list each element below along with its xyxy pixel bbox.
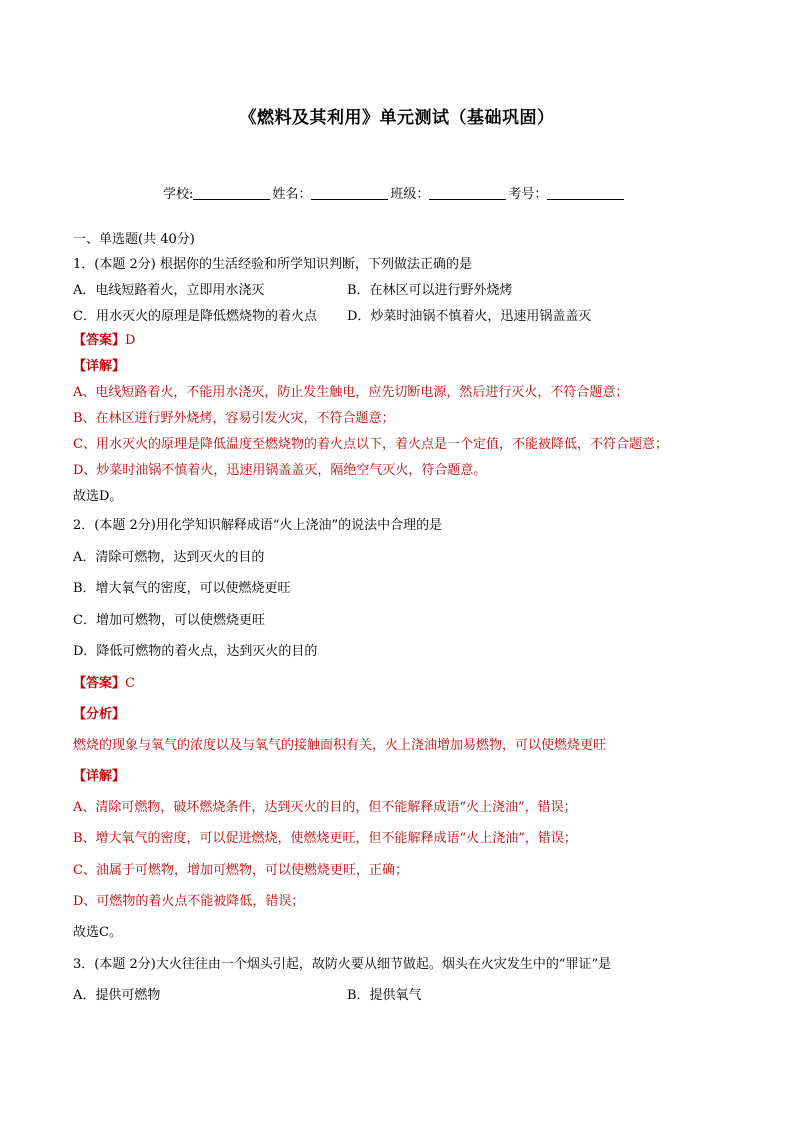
q3-option-b: B．提供氧气 [347,988,422,1003]
q2-detail-label: 【详解】 [73,769,126,784]
number-blank[interactable] [547,186,624,200]
q1-detail-b: B、在林区进行野外烧烤，容易引发火灾，不符合题意； [73,411,395,426]
q2-detail-d: D、可燃物的着火点不能被降低，错误； [73,894,305,909]
q1-option-d: D．炒菜时油锅不慎着火，迅速用锅盖盖灭 [347,309,592,324]
q2-option-a: A．清除可燃物，达到灭火的目的 [73,550,265,565]
q2-option-b: B．增大氧气的密度，可以使燃烧更旺 [73,581,291,596]
student-info-line [163,183,626,202]
q1-detail-a: A、电线短路着火，不能用水浇灭，防止发生触电，应先切断电源，然后进行灭火，不符合题意； [73,385,629,400]
q2-detail-c: C、油属于可燃物，增加可燃物，可以使燃烧更旺，正确； [73,863,408,878]
q2-detail-b: B、增大氧气的密度，可以促进燃烧，使燃烧更旺，但不能解释成语“火上浇油”，错误； [73,831,577,846]
q2-answer [73,676,135,692]
q1-detail-d: D、炒菜时油锅不慎着火，迅速用锅盖盖灭，隔绝空气灭火，符合题意。 [73,463,487,478]
q3-stem: 3．(本题 2分)大火往往由一个烟头引起，故防火要从细节做起。烟头在火灾发生中的“罪证”是 [73,957,612,972]
answer-label: 【答案】 [73,676,126,691]
class-blank[interactable] [429,186,506,200]
q1-detail-c: C、用水灭火的原理是降低温度至燃烧物的着火点以下，着火点是一个定值，不能被降低，不符合题意； [73,437,668,452]
school-blank[interactable] [193,186,270,200]
q2-conclusion: 故选C。 [73,925,122,940]
q3-option-a: A．提供可燃物 [73,988,161,1003]
q2-analysis-label: 【分析】 [73,707,126,722]
q2-option-c: C．增加可燃物，可以使燃烧更旺 [73,613,265,628]
class-label: 班级： [390,187,430,202]
school-label: 学校: [163,187,194,202]
q2-detail-a: A、清除可燃物，破坏燃烧条件，达到灭火的目的，但不能解释成语“火上浇油”，错误； [73,800,577,815]
answer-label: 【答案】 [73,333,126,348]
number-label: 考号： [508,187,548,202]
q1-conclusion: 故选D。 [73,489,123,504]
answer-value: C [125,676,135,691]
q1-option-c: C．用水灭火的原理是降低燃烧物的着火点 [73,309,317,324]
name-blank[interactable] [311,186,388,200]
q1-option-b: B．在林区可以进行野外烧烤 [347,283,513,298]
section-heading: 一、单选题(共 40分) [73,232,195,247]
q1-answer [73,333,135,349]
q1-option-a: A．电线短路着火，立即用水浇灭 [73,283,265,298]
name-label: 姓名： [272,187,312,202]
q2-option-d: D．降低可燃物的着火点，达到灭火的目的 [73,644,318,659]
answer-value: D [125,333,136,348]
q2-stem: 2．(本题 2分)用化学知识解释成语“火上浇油”的说法中合理的是 [73,518,443,533]
q1-detail-label: 【详解】 [73,359,126,374]
q2-analysis-text: 燃烧的现象与氧气的浓度以及与氧气的接触面积有关，火上浇油增加易燃物，可以使燃烧更旺 [73,738,607,753]
q1-stem: 1．(本题 2分) 根据你的生活经验和所学知识判断，下列做法正确的是 [73,257,472,272]
page-title: 《燃料及其利用》单元测试（基础巩固） [239,108,555,128]
